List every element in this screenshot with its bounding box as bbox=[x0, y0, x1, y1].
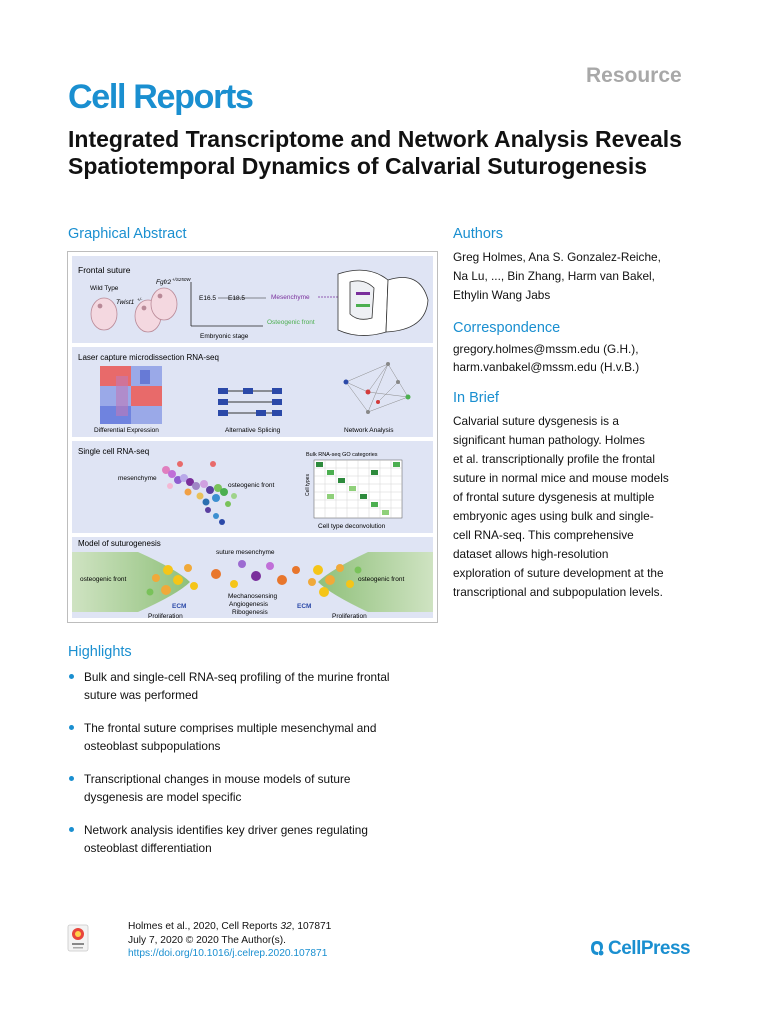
cell-type-deconvolution-label: Cell type deconvolution bbox=[318, 523, 386, 530]
article-type-label: Resource bbox=[586, 64, 682, 87]
in-brief-heading: In Brief bbox=[453, 390, 499, 406]
highlight-item bbox=[68, 821, 438, 857]
bullet-icon bbox=[69, 725, 74, 730]
correspondence-email[interactable]: harm.vanbakel@mssm.edu (H.v.B.) bbox=[453, 360, 640, 374]
twist1-label: Twist1 bbox=[116, 299, 135, 306]
mesenchyme-legend: Mesenchyme bbox=[271, 294, 310, 301]
e185-label: E18.5 bbox=[228, 295, 245, 302]
in-brief-line: et al. transcriptionally profile the frontal bbox=[453, 452, 655, 466]
in-brief-line: dataset allows high-resolution bbox=[453, 547, 609, 561]
osteogenic-front-right-label: osteogenic front bbox=[358, 576, 405, 583]
graphical-abstract-figure bbox=[67, 251, 438, 623]
in-brief-line: Calvarial suture dysgenesis is a bbox=[453, 414, 619, 428]
angiogenesis-label: Angiogenesis bbox=[229, 601, 269, 608]
suture-mesenchyme-label: suture mesenchyme bbox=[216, 549, 275, 556]
osteogenic-front-left-label: osteogenic front bbox=[80, 576, 127, 583]
highlight-item bbox=[68, 719, 438, 755]
highlight-line: The frontal suture comprises multiple mesenchymal and bbox=[84, 721, 377, 735]
highlight-line: suture was performed bbox=[84, 688, 199, 702]
e165-label: E16.5 bbox=[199, 295, 216, 302]
in-brief-line: suture in normal mice and mouse models bbox=[453, 471, 669, 485]
highlight-line: Network analysis identifies key driver genes regulating bbox=[84, 823, 368, 837]
ribogenesis-label: Ribogenesis bbox=[232, 609, 268, 616]
cellpress-logo[interactable] bbox=[588, 938, 690, 960]
in-brief-line: transcriptional and subpopulation levels. bbox=[453, 585, 663, 599]
bullet-icon bbox=[69, 827, 74, 832]
embryonic-stage-label: Embryonic stage bbox=[200, 333, 249, 340]
graphical-abstract-svg bbox=[68, 252, 437, 622]
panel1-title: Frontal suture bbox=[78, 265, 131, 275]
ecm-left-label: ECM bbox=[172, 603, 187, 610]
authors-line: Na Lu, ..., Bin Zhang, Harm van Bakel, bbox=[453, 269, 655, 283]
twist1-superscript: +/- bbox=[137, 297, 143, 302]
bulk-go-label: Bulk RNA-seq GO categories bbox=[306, 452, 378, 458]
authors-line: Greg Holmes, Ana S. Gonzalez-Reiche, bbox=[453, 250, 661, 264]
highlights-list bbox=[68, 668, 438, 857]
in-brief-line: of frontal suture dysgenesis at multiple bbox=[453, 490, 655, 504]
citation-authors: Holmes et al., 2020, Cell Reports bbox=[128, 921, 281, 932]
in-brief-text bbox=[453, 412, 708, 602]
cell-types-label: Cell types bbox=[305, 474, 311, 496]
correspondence-emails bbox=[453, 340, 639, 376]
correspondence-heading: Correspondence bbox=[453, 320, 561, 336]
authors-line: Ethylin Wang Jabs bbox=[453, 288, 551, 302]
highlight-line: dysgenesis are model specific bbox=[84, 790, 242, 804]
proliferation-left-label: Proliferation bbox=[148, 613, 183, 620]
heatmap bbox=[100, 366, 162, 424]
fgfr2-label: Fgfr2 bbox=[156, 279, 172, 286]
mesenchyme-cluster-label: mesenchyme bbox=[118, 475, 157, 482]
citation-line bbox=[128, 920, 331, 934]
authors-list bbox=[453, 248, 743, 305]
differential-expression-label: Differential Expression bbox=[94, 427, 159, 434]
highlight-line: Transcriptional changes in mouse models of suture bbox=[84, 772, 351, 786]
alternative-splicing-label: Alternative Splicing bbox=[225, 427, 281, 434]
highlight-item bbox=[68, 668, 438, 704]
proliferation-right-label: Proliferation bbox=[332, 613, 367, 620]
journal-name: Cell Reports bbox=[68, 78, 253, 116]
osteogenic-front-cluster-label: osteogenic front bbox=[228, 482, 275, 489]
highlights-heading: Highlights bbox=[68, 644, 132, 660]
graphical-abstract-heading: Graphical Abstract bbox=[68, 226, 187, 242]
panel4-title: Model of suturogenesis bbox=[78, 539, 161, 548]
bullet-icon bbox=[69, 776, 74, 781]
highlight-line: osteoblast differentiation bbox=[84, 841, 212, 855]
in-brief-line: exploration of suture development at the bbox=[453, 566, 664, 580]
panel2-title: Laser capture microdissection RNA-seq bbox=[78, 353, 219, 362]
article-title: Integrated Transcriptome and Network Analysis Reveals Spatiotemporal Dynamics of Calvarial Suturogenesis bbox=[68, 126, 682, 179]
bullet-icon bbox=[69, 674, 74, 679]
in-brief-line: embryonic ages using bulk and single- bbox=[453, 509, 654, 523]
doi-link[interactable]: https://doi.org/10.1016/j.celrep.2020.107871 bbox=[128, 948, 328, 959]
wild-type-label: Wild Type bbox=[90, 285, 119, 292]
network-analysis-label: Network Analysis bbox=[344, 427, 394, 434]
fgfr2-superscript: +/S250W bbox=[172, 277, 191, 282]
osteogenic-front-legend: Osteogenic front bbox=[267, 319, 315, 326]
deconvolution-grid bbox=[314, 460, 402, 518]
citation-volume: 32 bbox=[280, 921, 292, 932]
mechanosensing-label: Mechanosensing bbox=[228, 593, 278, 600]
cellpress-name: CellPress bbox=[608, 938, 691, 959]
in-brief-line: significant human pathology. Holmes bbox=[453, 433, 645, 447]
citation-article-number: , 107871 bbox=[291, 921, 332, 932]
highlight-item bbox=[68, 770, 438, 806]
highlight-line: osteoblast subpopulations bbox=[84, 739, 221, 753]
citation-block bbox=[128, 920, 331, 961]
cellpress-logo-icon bbox=[588, 939, 606, 957]
citation-date: July 7, 2020 © 2020 The Author(s). bbox=[128, 934, 286, 946]
crossmark-icon[interactable] bbox=[67, 924, 89, 952]
in-brief-line: cell RNA-seq. This comprehensive bbox=[453, 528, 634, 542]
panel3-title: Single cell RNA-seq bbox=[78, 447, 150, 456]
highlight-line: Bulk and single-cell RNA-seq profiling of the murine frontal bbox=[84, 670, 390, 684]
ecm-right-label: ECM bbox=[297, 603, 312, 610]
authors-heading: Authors bbox=[453, 226, 503, 242]
correspondence-email[interactable]: gregory.holmes@mssm.edu (G.H.), bbox=[453, 342, 639, 356]
